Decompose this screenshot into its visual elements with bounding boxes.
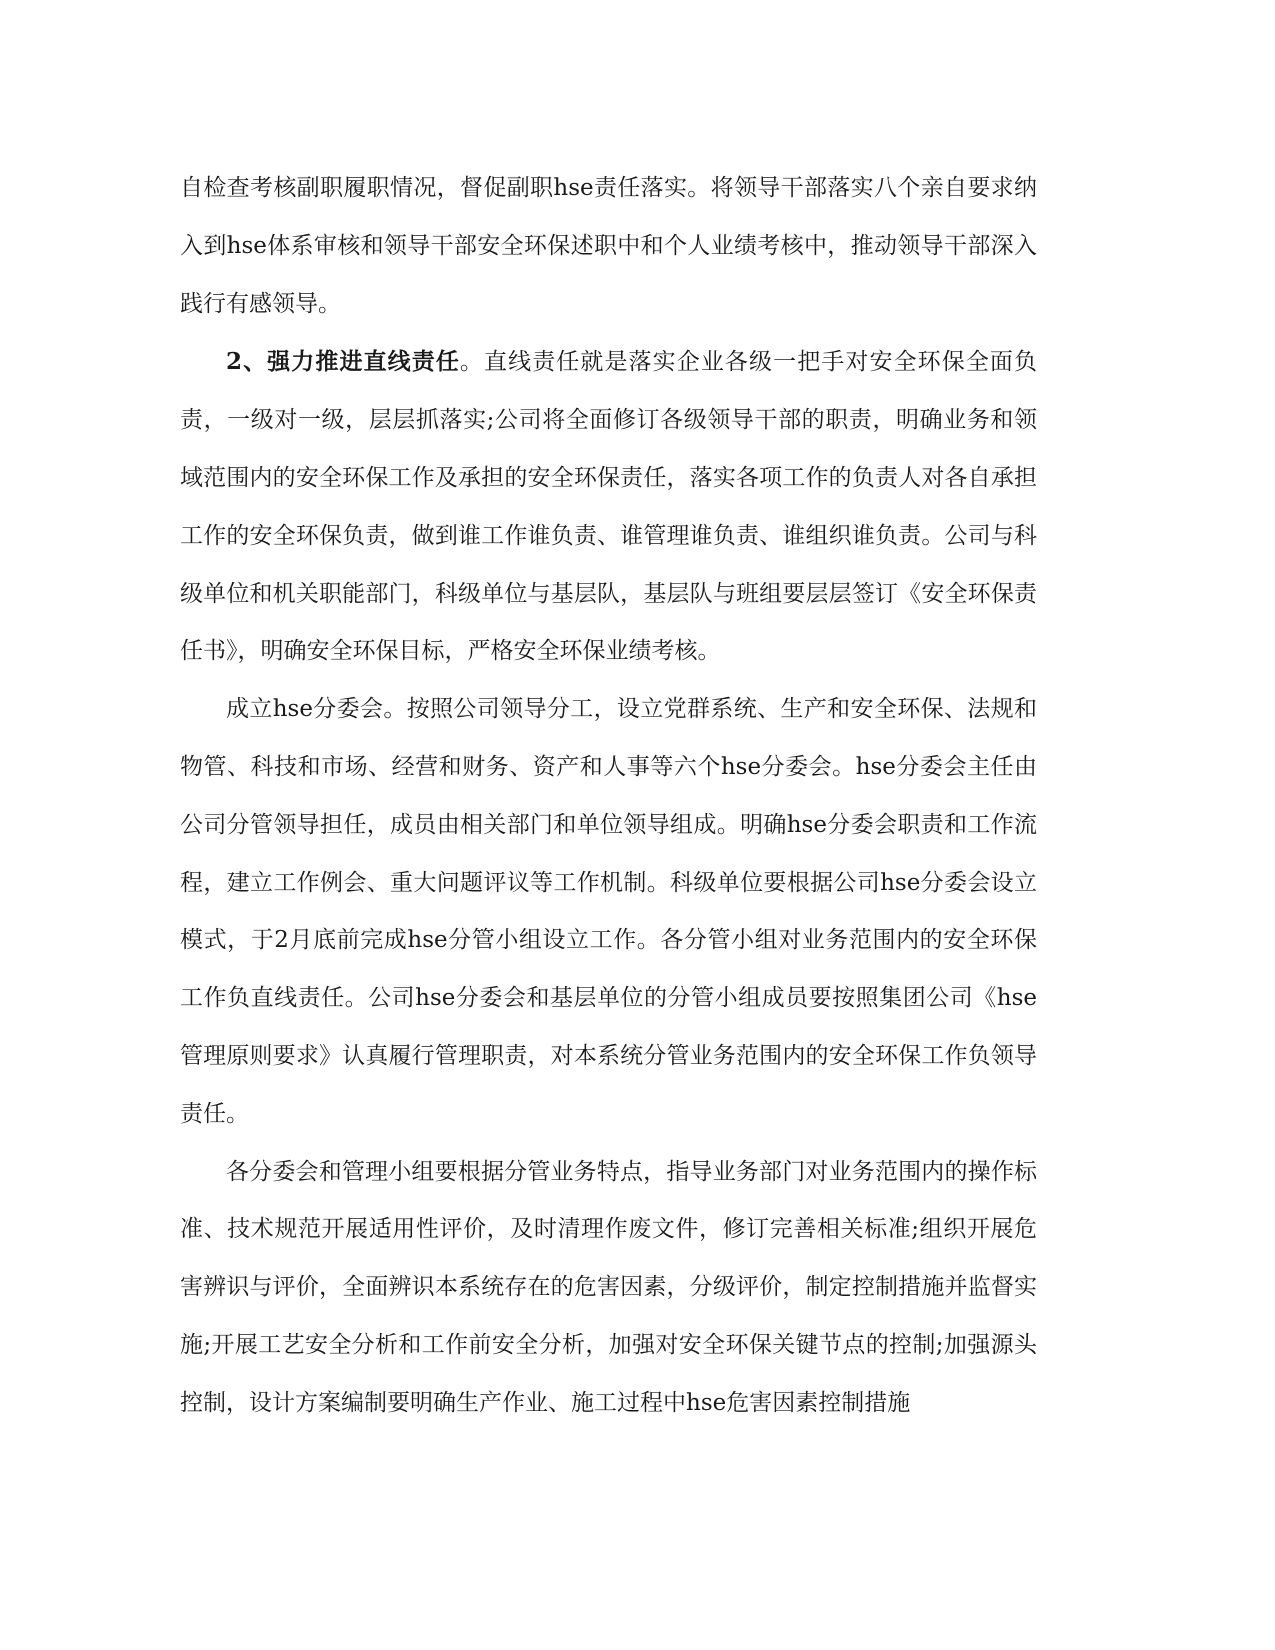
document-body: [180, 160, 1037, 1433]
paragraph-3: [180, 681, 1037, 1143]
paragraph-1: [180, 160, 1037, 333]
paragraph-2: [180, 333, 1037, 681]
paragraph-1-text: 自检查考核副职履职情况，督促副职hse责任落实。将领导干部落实八个亲自要求纳入到hse体系审核和领导干部安全环保述职中和个人业绩考核中，推动领导干部深入践行有感领导。: [180, 175, 1037, 317]
paragraph-3-text: 成立hse分委会。按照公司领导分工，设立党群系统、生产和安全环保、法规和物管、科技和市场、经营和财务、资产和人事等六个hse分委会。hse分委会主任由公司分管领导担任，成员由相关部门和单位领导组成。明确hse分委会职责和工作流程，建立工作例会、重大问题评议等工作机制。科级单位要根据公司hse分委会设立模式，于2月底前完成hse分管小组设立工作。各分管小组对业务范围内的安全环保工作负直线责任。公司hse分委会和基层单位的分管小组成员要按照集团公司《hse管理原则要求》认真履行管理职责，对本系统分管业务范围内的安全环保工作负领导责任。: [180, 696, 1037, 1127]
paragraph-2-heading: 2、强力推进直线责任: [226, 348, 460, 376]
paragraph-4: [180, 1144, 1037, 1433]
paragraph-2-text: 。直线责任就是落实企业各级一把手对安全环保全面负责，一级对一级，层层抓落实;公司将全面修订各级领导干部的职责，明确业务和领域范围内的安全环保工作及承担的安全环保责任，落实各项工作的负责人对各自承担工作的安全环保负责，做到谁工作谁负责、谁管理谁负责、谁组织谁负责。公司与科级单位和机关职能部门，科级单位与基层队，基层队与班组要层层签订《安全环保责任书》，明确安全环保目标，严格安全环保业绩考核。: [180, 349, 1038, 665]
paragraph-4-text: 各分委会和管理小组要根据分管业务特点，指导业务部门对业务范围内的操作标准、技术规范开展适用性评价，及时清理作废文件，修订完善相关标准;组织开展危害辨识与评价，全面辨识本系统存在的危害因素，分级评价，制定控制措施并监督实施;开展工艺安全分析和工作前安全分析，加强对安全环保关键节点的控制;加强源头控制，设计方案编制要明确生产作业、施工过程中hse危害因素控制措施: [180, 1158, 1037, 1416]
